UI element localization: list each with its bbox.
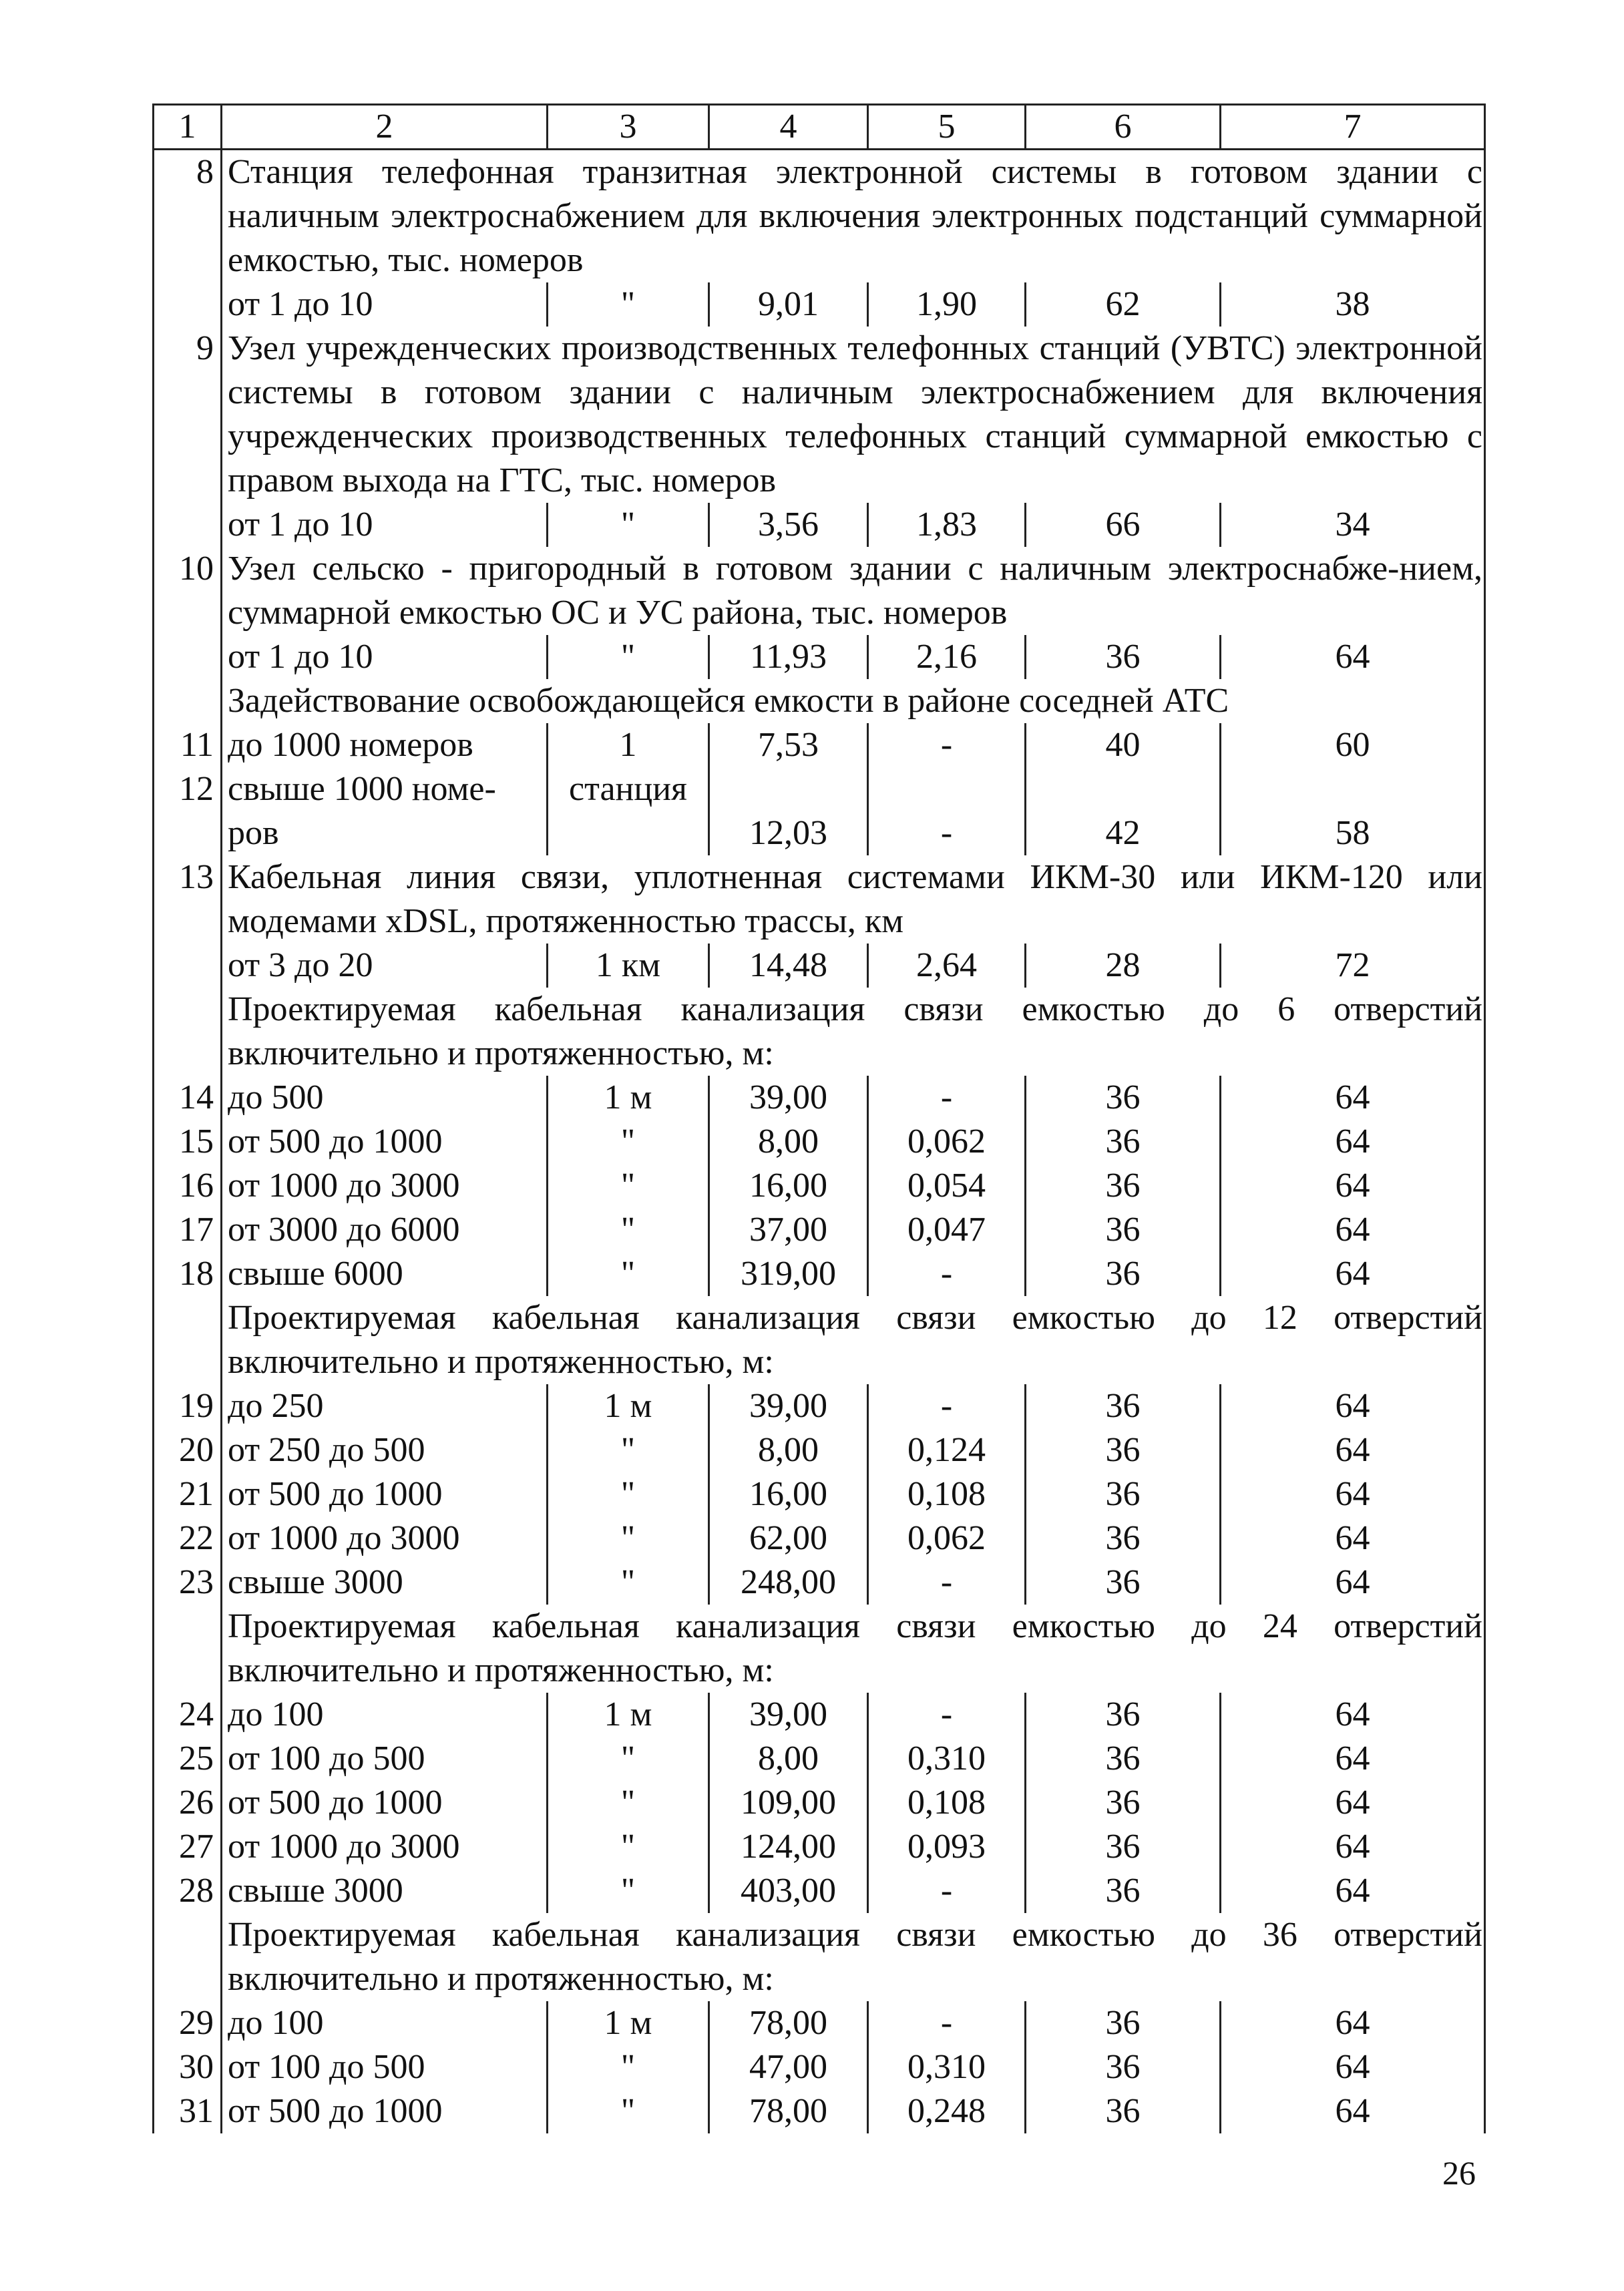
table-row (154, 2089, 1485, 2133)
row-col4: 39,00 (709, 1076, 868, 1120)
row-col7: 64 (1221, 2045, 1485, 2089)
row-number: 28 (154, 1869, 222, 1913)
row-number: 15 (154, 1120, 222, 1164)
row-col5: 0,310 (868, 1737, 1026, 1781)
table-row (154, 282, 1485, 327)
table-row (154, 1120, 1485, 1164)
row-col4: 403,00 (709, 1869, 868, 1913)
row-unit: " (548, 1428, 709, 1472)
row-col5: - (868, 1869, 1026, 1913)
row-col6: 66 (1026, 503, 1221, 547)
row-number (154, 1605, 222, 1693)
row-col5: - (868, 1252, 1026, 1296)
row-col4: 319,00 (709, 1252, 868, 1296)
row-col5: 0,047 (868, 1208, 1026, 1252)
row-item: свыше 1000 номе- (222, 767, 548, 811)
row-number: 13 (154, 855, 222, 944)
row-col5: 2,16 (868, 635, 1026, 679)
row-number (154, 1296, 222, 1384)
row-unit: " (548, 635, 709, 679)
row-unit: 1 км (548, 944, 709, 988)
row-unit: " (548, 282, 709, 327)
row-col4: 62,00 (709, 1516, 868, 1560)
row-col7: 64 (1221, 1164, 1485, 1208)
table-row (154, 1472, 1485, 1516)
row-col6: 36 (1026, 1252, 1221, 1296)
column-header: 1 (154, 105, 222, 150)
row-number (154, 988, 222, 1076)
row-col6: 36 (1026, 1384, 1221, 1428)
row-col5: - (868, 811, 1026, 855)
table-header-row (154, 105, 1485, 150)
column-header: 7 (1221, 105, 1485, 150)
row-col5: 1,83 (868, 503, 1026, 547)
row-col4: 7,53 (709, 723, 868, 767)
table-row (154, 635, 1485, 679)
row-col4: 3,56 (709, 503, 868, 547)
row-number: 22 (154, 1516, 222, 1560)
row-col7: 58 (1221, 811, 1485, 855)
row-col6: 36 (1026, 1869, 1221, 1913)
row-col4 (709, 767, 868, 811)
row-item: от 1 до 10 (222, 282, 548, 327)
row-col7: 64 (1221, 1516, 1485, 1560)
table-row (154, 503, 1485, 547)
row-col7: 60 (1221, 723, 1485, 767)
row-item: от 1 до 10 (222, 503, 548, 547)
row-unit: 1 м (548, 1384, 709, 1428)
row-number: 27 (154, 1825, 222, 1869)
row-number: 10 (154, 547, 222, 635)
row-col7: 64 (1221, 1693, 1485, 1737)
row-col4: 109,00 (709, 1781, 868, 1825)
row-number (154, 1913, 222, 2001)
row-col5: 0,248 (868, 2089, 1026, 2133)
row-col4: 11,93 (709, 635, 868, 679)
row-col7: 64 (1221, 1252, 1485, 1296)
row-unit: 1 м (548, 1693, 709, 1737)
row-col5: - (868, 1693, 1026, 1737)
table-row (154, 1252, 1485, 1296)
row-unit: " (548, 2089, 709, 2133)
row-item: от 1000 до 3000 (222, 1164, 548, 1208)
row-col7: 64 (1221, 1781, 1485, 1825)
row-col6: 36 (1026, 2001, 1221, 2045)
row-number: 12 (154, 767, 222, 811)
row-col5: 1,90 (868, 282, 1026, 327)
row-col7: 64 (1221, 1560, 1485, 1605)
row-col6: 40 (1026, 723, 1221, 767)
document-page (152, 103, 1484, 2133)
row-col6: 36 (1026, 1737, 1221, 1781)
row-number: 29 (154, 2001, 222, 2045)
table-section-row (154, 855, 1485, 944)
table-row (154, 1737, 1485, 1781)
row-item: от 100 до 500 (222, 1737, 548, 1781)
row-col5: - (868, 1076, 1026, 1120)
column-header: 6 (1026, 105, 1221, 150)
row-number (154, 635, 222, 679)
row-unit: " (548, 1560, 709, 1605)
row-col4: 39,00 (709, 1693, 868, 1737)
row-unit: " (548, 1825, 709, 1869)
row-unit: " (548, 1252, 709, 1296)
row-unit: " (548, 503, 709, 547)
row-col5: 0,054 (868, 1164, 1026, 1208)
table-row (154, 723, 1485, 767)
row-number: 25 (154, 1737, 222, 1781)
row-unit: " (548, 2045, 709, 2089)
row-col6: 36 (1026, 2045, 1221, 2089)
row-number: 31 (154, 2089, 222, 2133)
row-col7: 64 (1221, 635, 1485, 679)
row-col7: 64 (1221, 1737, 1485, 1781)
table-section-row (154, 1913, 1485, 2001)
row-col4: 78,00 (709, 2001, 868, 2045)
row-item: ров (222, 811, 548, 855)
row-col5: - (868, 2001, 1026, 2045)
row-number: 23 (154, 1560, 222, 1605)
row-col6: 42 (1026, 811, 1221, 855)
row-col7: 38 (1221, 282, 1485, 327)
row-col5: - (868, 723, 1026, 767)
row-description: Узел учрежденческих производственных телефонных станций (УВТС) электронной системы в готовом здании с наличным электроснабжением для включения учрежденческих производственных телефонных станций суммарной емкостью с правом выхода на ГТС, тыс. номеров (222, 327, 1485, 503)
row-item: до 1000 номеров (222, 723, 548, 767)
table-section-row (154, 547, 1485, 635)
row-number (154, 944, 222, 988)
row-unit: " (548, 1164, 709, 1208)
row-col6: 36 (1026, 1560, 1221, 1605)
row-item: до 500 (222, 1076, 548, 1120)
row-number: 26 (154, 1781, 222, 1825)
row-col6: 62 (1026, 282, 1221, 327)
row-col5 (868, 767, 1026, 811)
row-col6: 36 (1026, 635, 1221, 679)
row-col4: 39,00 (709, 1384, 868, 1428)
row-col6 (1026, 767, 1221, 811)
row-description: Задействование освобождающейся емкости в районе соседней АТС (222, 679, 1485, 723)
row-col7: 72 (1221, 944, 1485, 988)
row-number: 20 (154, 1428, 222, 1472)
table-section-row (154, 1296, 1485, 1384)
table-row (154, 1869, 1485, 1913)
row-col4: 12,03 (709, 811, 868, 855)
row-number (154, 503, 222, 547)
row-unit: " (548, 1516, 709, 1560)
row-col5: 0,062 (868, 1120, 1026, 1164)
row-unit: 1 (548, 723, 709, 767)
row-col4: 16,00 (709, 1472, 868, 1516)
row-unit: " (548, 1737, 709, 1781)
row-col7: 64 (1221, 1825, 1485, 1869)
row-col6: 36 (1026, 1164, 1221, 1208)
row-description: Проектируемая кабельная канализация связи емкостью до 24 отверстий включительно и протяженностью, м: (222, 1605, 1485, 1693)
row-number (154, 282, 222, 327)
row-col6: 36 (1026, 1208, 1221, 1252)
row-number: 16 (154, 1164, 222, 1208)
row-unit: " (548, 1869, 709, 1913)
row-col5: 0,124 (868, 1428, 1026, 1472)
row-number: 19 (154, 1384, 222, 1428)
row-col6: 36 (1026, 1076, 1221, 1120)
row-col6: 36 (1026, 1120, 1221, 1164)
table-row (154, 1384, 1485, 1428)
row-unit: станция (548, 767, 709, 811)
table-row (154, 767, 1485, 811)
table-row (154, 944, 1485, 988)
row-description: Проектируемая кабельная канализация связи емкостью до 6 отверстий включительно и протяженностью, м: (222, 988, 1485, 1076)
row-number: 21 (154, 1472, 222, 1516)
row-col7: 64 (1221, 1076, 1485, 1120)
row-col5: - (868, 1384, 1026, 1428)
table-row (154, 1693, 1485, 1737)
row-col5: 0,062 (868, 1516, 1026, 1560)
row-col4: 248,00 (709, 1560, 868, 1605)
table-row (154, 1164, 1485, 1208)
row-col4: 8,00 (709, 1428, 868, 1472)
row-description: Проектируемая кабельная канализация связи емкостью до 12 отверстий включительно и протяженностью, м: (222, 1296, 1485, 1384)
row-item: свыше 3000 (222, 1869, 548, 1913)
row-description: Станция телефонная транзитная электронной системы в готовом здании с наличным электроснабжением для включения электронных подстанций суммарной емкостью, тыс. номеров (222, 150, 1485, 283)
table-row (154, 1825, 1485, 1869)
row-col7: 34 (1221, 503, 1485, 547)
column-header: 2 (222, 105, 548, 150)
row-unit: " (548, 1472, 709, 1516)
row-unit: " (548, 1120, 709, 1164)
row-col6: 36 (1026, 2089, 1221, 2133)
row-item: свыше 3000 (222, 1560, 548, 1605)
table-row (154, 1428, 1485, 1472)
row-col5: 2,64 (868, 944, 1026, 988)
row-number: 14 (154, 1076, 222, 1120)
row-col6: 36 (1026, 1693, 1221, 1737)
row-number: 17 (154, 1208, 222, 1252)
table-section-row (154, 150, 1485, 283)
row-unit: " (548, 1781, 709, 1825)
row-col5: 0,108 (868, 1781, 1026, 1825)
table-row (154, 1516, 1485, 1560)
row-col4: 124,00 (709, 1825, 868, 1869)
row-item: от 500 до 1000 (222, 1120, 548, 1164)
table-section-row (154, 988, 1485, 1076)
row-unit: 1 м (548, 2001, 709, 2045)
row-col5: - (868, 1560, 1026, 1605)
row-number: 9 (154, 327, 222, 503)
table-section-row (154, 1605, 1485, 1693)
row-col7: 64 (1221, 1428, 1485, 1472)
table-row (154, 1076, 1485, 1120)
row-item: от 3000 до 6000 (222, 1208, 548, 1252)
row-number: 24 (154, 1693, 222, 1737)
row-col7: 64 (1221, 1472, 1485, 1516)
row-col4: 78,00 (709, 2089, 868, 2133)
row-item: от 100 до 500 (222, 2045, 548, 2089)
row-item: от 1000 до 3000 (222, 1516, 548, 1560)
row-col5: 0,310 (868, 2045, 1026, 2089)
row-col7: 64 (1221, 1869, 1485, 1913)
table-row (154, 1781, 1485, 1825)
table-row (154, 1560, 1485, 1605)
row-col4: 16,00 (709, 1164, 868, 1208)
row-item: свыше 6000 (222, 1252, 548, 1296)
row-col7 (1221, 767, 1485, 811)
row-number: 30 (154, 2045, 222, 2089)
column-header: 4 (709, 105, 868, 150)
row-col6: 28 (1026, 944, 1221, 988)
table-row (154, 2045, 1485, 2089)
row-description: Узел сельско - пригородный в готовом здании с наличным электроснабже-нием, суммарной емкостью ОС и УС района, тыс. номеров (222, 547, 1485, 635)
row-col6: 36 (1026, 1472, 1221, 1516)
table-section-row (154, 327, 1485, 503)
row-col7: 64 (1221, 1208, 1485, 1252)
row-col7: 64 (1221, 1120, 1485, 1164)
row-col6: 36 (1026, 1428, 1221, 1472)
page-number: 26 (1442, 2154, 1476, 2192)
row-unit: 1 м (548, 1076, 709, 1120)
row-col7: 64 (1221, 2089, 1485, 2133)
row-col6: 36 (1026, 1825, 1221, 1869)
row-col4: 9,01 (709, 282, 868, 327)
row-item: от 1000 до 3000 (222, 1825, 548, 1869)
row-number (154, 679, 222, 723)
table-row (154, 1208, 1485, 1252)
column-header: 5 (868, 105, 1026, 150)
row-item: до 100 (222, 2001, 548, 2045)
row-number (154, 811, 222, 855)
row-col6: 36 (1026, 1781, 1221, 1825)
row-item: от 250 до 500 (222, 1428, 548, 1472)
row-item: от 500 до 1000 (222, 1472, 548, 1516)
row-col7: 64 (1221, 2001, 1485, 2045)
norms-table (152, 103, 1486, 2133)
column-header: 3 (548, 105, 709, 150)
row-item: до 100 (222, 1693, 548, 1737)
table-row (154, 811, 1485, 855)
row-number: 18 (154, 1252, 222, 1296)
row-col4: 8,00 (709, 1120, 868, 1164)
row-col5: 0,108 (868, 1472, 1026, 1516)
row-col5: 0,093 (868, 1825, 1026, 1869)
table-section-row (154, 679, 1485, 723)
row-unit: " (548, 1208, 709, 1252)
row-description: Кабельная линия связи, уплотненная системами ИКМ-30 или ИКМ-120 или модемами xDSL, протяженностью трассы, км (222, 855, 1485, 944)
row-item: от 3 до 20 (222, 944, 548, 988)
row-col4: 37,00 (709, 1208, 868, 1252)
table-row (154, 2001, 1485, 2045)
row-number: 11 (154, 723, 222, 767)
row-item: от 500 до 1000 (222, 2089, 548, 2133)
row-col4: 14,48 (709, 944, 868, 988)
row-item: до 250 (222, 1384, 548, 1428)
row-item: от 1 до 10 (222, 635, 548, 679)
row-col4: 8,00 (709, 1737, 868, 1781)
row-unit (548, 811, 709, 855)
row-col4: 47,00 (709, 2045, 868, 2089)
row-col6: 36 (1026, 1516, 1221, 1560)
row-col7: 64 (1221, 1384, 1485, 1428)
row-number: 8 (154, 150, 222, 283)
row-item: от 500 до 1000 (222, 1781, 548, 1825)
row-description: Проектируемая кабельная канализация связи емкостью до 36 отверстий включительно и протяженностью, м: (222, 1913, 1485, 2001)
